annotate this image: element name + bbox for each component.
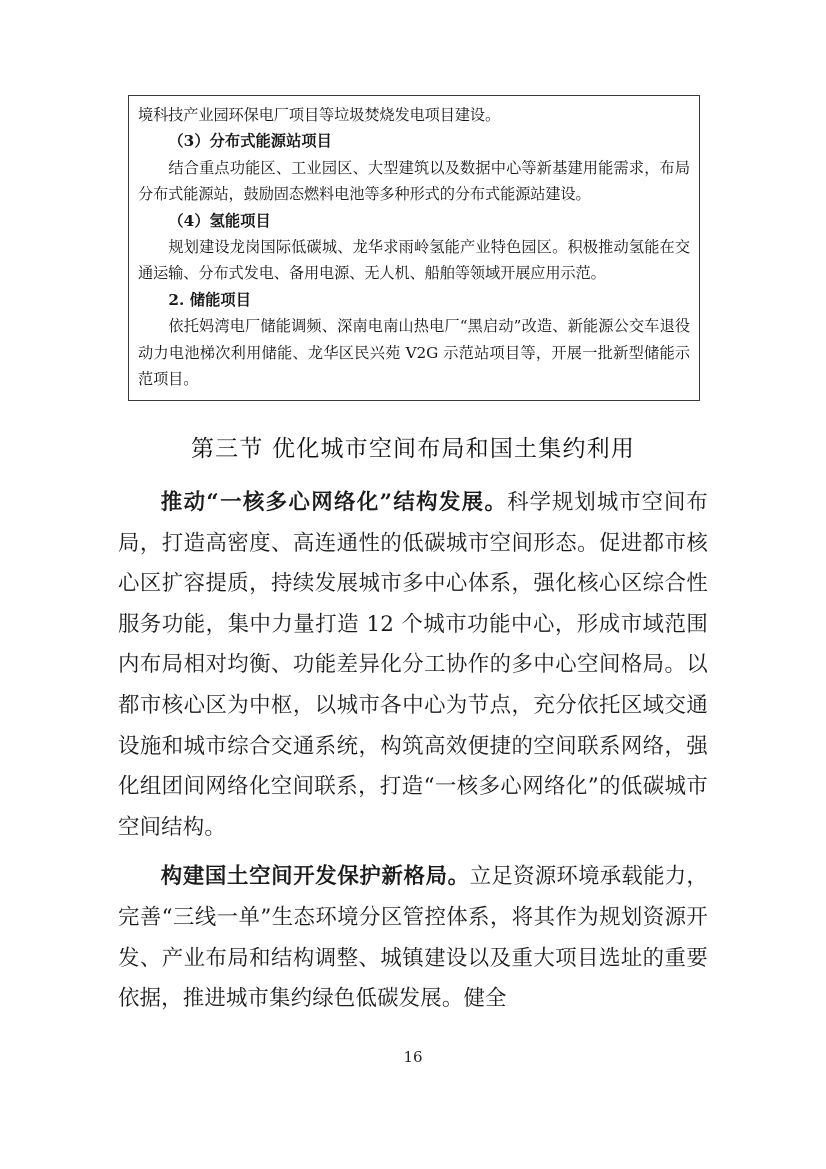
paragraph-text-1: 科学规划城市空间布局，打造高密度、高连通性的低碳城市空间形态。促进都市核心区扩容提质，持续发展城市多中心体系，强化核心区综合性服务功能，集中力量打造 12 个城市功能中心，形成市域范围内布局相对均衡、功能差异化分工协作的多中心空间格局。以都市核心区为中枢，以城市各中心为节点，充分依托区域交通设施和城市综合交通系统，构筑高效便捷的空间联系网络，强化组团间网络化空间联系，打造“一核多心网络化”的低碳城市空间结构。	[118, 490, 708, 840]
paragraph-territorial-space	[118, 857, 708, 1019]
subsection-heading-3: （3）分布式能源站项目	[168, 132, 332, 151]
subsection-body-4: 规划建设龙岗国际低碳城、龙华求雨岭氢能产业特色园区。积极推动氢能在交通运输、分布式发电、备用电源、无人机、船舶等领域开展应用示范。	[138, 238, 690, 283]
paragraph-lead-1: 推动“一核多心网络化”结构发展。	[160, 490, 508, 515]
subsection-heading-storage: 2. 储能项目	[168, 290, 251, 309]
continued-paragraph: 境科技产业园环保电厂项目等垃圾焚烧发电项目建设。	[138, 106, 501, 124]
paragraph-lead-2: 构建国土空间开发保护新格局。	[160, 864, 470, 890]
section-heading: 第三节 优化城市空间布局和国土集约利用	[190, 436, 636, 462]
framed-content-box	[128, 95, 700, 401]
subsection-heading-4: （4）氢能项目	[168, 211, 271, 230]
body-text-area	[118, 483, 708, 1020]
paragraph-spatial-layout	[118, 483, 708, 848]
paragraph-text-2: 立足资源环境承载能力，完善“三线一单”生态环境分区管控体系，将其作为规划资源开发、产业布局和结构调整、城镇建设以及重大项目选址的重要依据，推进城市集约绿色低碳发展。健全	[118, 864, 708, 1012]
page-number: 16	[403, 1048, 423, 1066]
subsection-body-storage: 依托妈湾电厂储能调频、深南电南山热电厂“黑启动”改造、新能源公交车退役动力电池梯次利用储能、龙华区民兴苑 V2G 示范站项目等，开展一批新型储能示范项目。	[138, 317, 690, 389]
subsection-body-3: 结合重点功能区、工业园区、大型建筑以及数据中心等新基建用能需求，布局分布式能源站，鼓励固态燃料电池等多种形式的分布式能源站建设。	[138, 158, 690, 204]
